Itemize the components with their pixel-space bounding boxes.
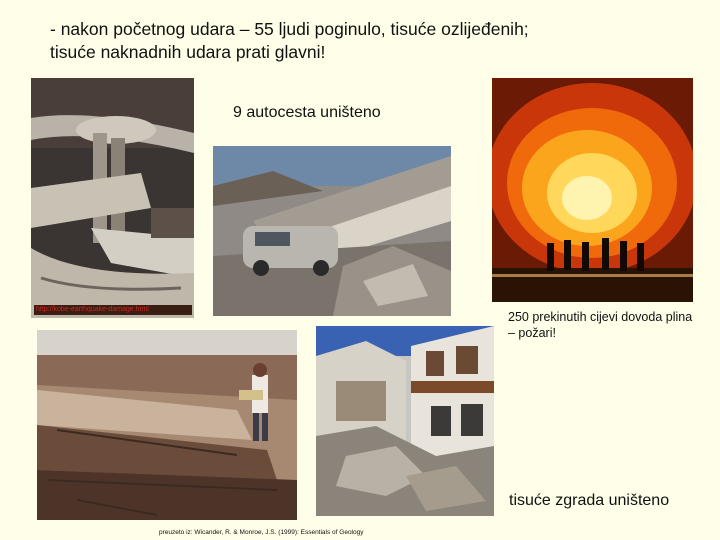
- collapsed-highway-photo: [31, 78, 194, 318]
- source-url-strip: [34, 305, 192, 315]
- title-line-1: - nakon početnog udara – 55 ljudi poginulo, tisuće ozlijeđenih;: [50, 19, 529, 39]
- title-line-2: tisuće naknadnih udara prati glavni!: [50, 42, 326, 62]
- crushed-car-highway-photo: [213, 146, 451, 316]
- gas-caption-line-1: 250 prekinutih cijevi dovoda plina: [508, 310, 693, 324]
- collapsed-building-photo: [37, 330, 297, 520]
- gas-caption: [508, 309, 692, 341]
- source-url: http://kobe-earthquake-damage.html: [36, 306, 149, 313]
- highway-caption: 9 autocesta uništeno: [233, 104, 381, 121]
- gas-caption-line-2: – požari!: [508, 326, 556, 340]
- gas-fire-photo: [492, 78, 693, 302]
- buildings-caption: tisuće zgrada uništeno: [509, 492, 670, 509]
- source-credit: preuzeto iz: Wicander, R. & Monroe, J.S. (1999): Essentials of Geology: [159, 529, 364, 536]
- slide-title: [50, 18, 529, 64]
- destroyed-houses-photo: [316, 326, 494, 516]
